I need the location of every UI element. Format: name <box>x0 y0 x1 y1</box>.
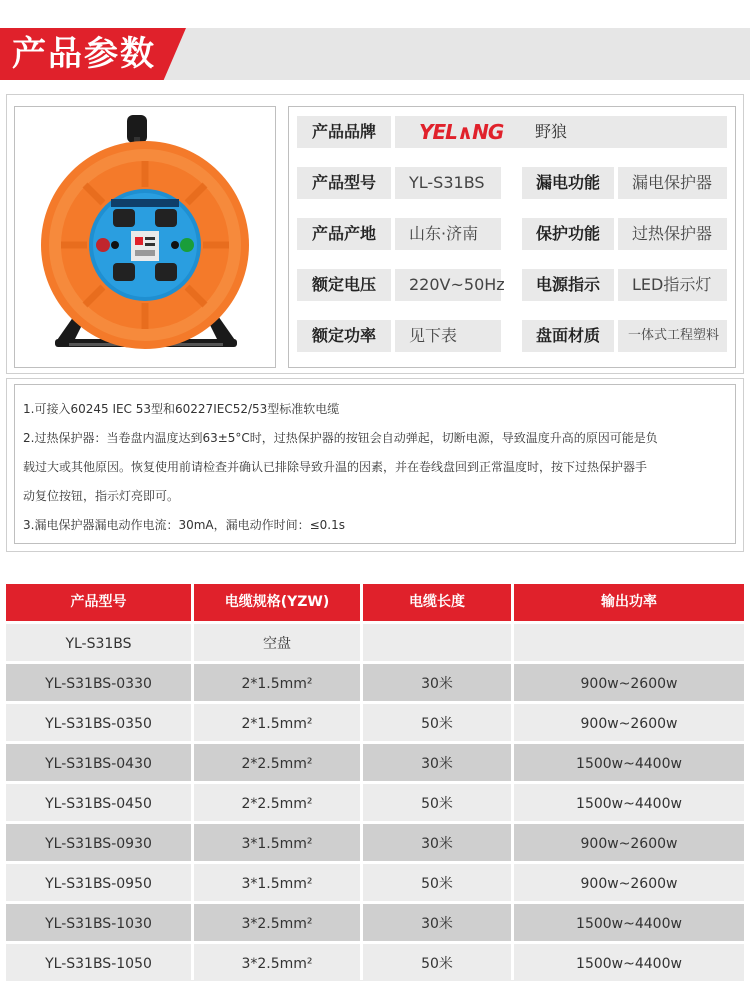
brand-label: 产品品牌 <box>297 116 391 148</box>
table-cell: 3*1.5mm² <box>241 876 313 892</box>
leak-label: 漏电功能 <box>522 167 614 199</box>
column-divider <box>360 584 363 980</box>
column-divider <box>191 584 194 980</box>
power-indicator-label: 电源指示 <box>522 269 614 301</box>
protect-label: 保护功能 <box>522 218 614 250</box>
origin-label: 产品产地 <box>297 218 391 250</box>
table-row <box>6 704 744 741</box>
table-cell: YL-S31BS-0950 <box>45 876 152 892</box>
table-row <box>6 864 744 901</box>
brand-row <box>395 116 727 148</box>
table-cell: 50米 <box>421 876 453 892</box>
cable-reel-image <box>15 107 277 369</box>
table-cell: 30米 <box>421 916 453 932</box>
table-cell: 30米 <box>421 836 453 852</box>
table-cell: 2*2.5mm² <box>241 756 313 772</box>
origin-value: 山东·济南 <box>395 218 501 250</box>
table-cell: 1500w~4400w <box>576 796 682 812</box>
page-title: 产品参数 <box>12 34 156 74</box>
table-cell: 50米 <box>421 796 453 812</box>
model-value: YL-S31BS <box>395 167 501 199</box>
table-row <box>6 624 744 661</box>
notes-box <box>14 384 736 544</box>
table-cell: 3*2.5mm² <box>241 916 313 932</box>
table-row <box>6 744 744 781</box>
table-cell: 2*1.5mm² <box>241 676 313 692</box>
table-cell: 900w~2600w <box>580 836 678 852</box>
table-cell: YL-S31BS-1030 <box>45 916 152 932</box>
table-cell: 3*1.5mm² <box>241 836 313 852</box>
table-row <box>6 824 744 861</box>
table-cell: 1500w~4400w <box>576 916 682 932</box>
table-cell: 1500w~4400w <box>576 756 682 772</box>
table-row <box>6 944 744 981</box>
table-cell: 3*2.5mm² <box>241 956 313 972</box>
table-cell: 2*2.5mm² <box>241 796 313 812</box>
row-divider <box>6 981 744 984</box>
model-label: 产品型号 <box>297 167 391 199</box>
table-cell: YL-S31BS-0330 <box>45 676 152 692</box>
table-header-model: 产品型号 <box>6 584 191 621</box>
table-row <box>6 904 744 941</box>
table-header-cable-spec: 电缆规格(YZW) <box>194 584 360 621</box>
brand-value: 野狼 <box>535 122 568 141</box>
material-value: 一体式工程塑料 <box>618 320 727 352</box>
table-cell: 2*1.5mm² <box>241 716 313 732</box>
table-cell: YL-S31BS-1050 <box>45 956 152 972</box>
note-line: 动复位按钮，指示灯亮即可。 <box>23 489 180 503</box>
column-divider <box>511 584 514 980</box>
table-header-length: 电缆长度 <box>363 584 511 621</box>
table-cell: 30米 <box>421 676 453 692</box>
power-indicator-value: LED指示灯 <box>618 269 727 301</box>
voltage-label: 额定电压 <box>297 269 391 301</box>
table-cell: 50米 <box>421 956 453 972</box>
protect-value: 过热保护器 <box>618 218 727 250</box>
material-label: 盘面材质 <box>522 320 614 352</box>
table-cell: 空盘 <box>263 636 291 652</box>
table-cell: 900w~2600w <box>580 676 678 692</box>
product-image-frame <box>14 106 276 368</box>
table-cell: YL-S31BS-0450 <box>45 796 152 812</box>
table-cell: YL-S31BS <box>65 636 132 652</box>
rated-power-label: 额定功率 <box>297 320 391 352</box>
table-cell: 900w~2600w <box>580 716 678 732</box>
brand-logo: YEL∧NG <box>419 120 504 144</box>
voltage-value: 220V~50Hz <box>395 269 501 301</box>
note-line: 1.可接入60245 IEC 53型和60227IEC52/53型标准软电缆 <box>23 402 340 416</box>
table-row <box>6 784 744 821</box>
table-cell <box>514 624 744 661</box>
note-line: 2.过热保护器：当卷盘内温度达到63±5°C时，过热保护器的按钮会自动弹起，切断电源，导致温度升高的原因可能是负 <box>23 431 658 445</box>
table-cell: 1500w~4400w <box>576 956 682 972</box>
table-row <box>6 664 744 701</box>
rated-power-value: 见下表 <box>395 320 501 352</box>
table-cell <box>363 624 511 661</box>
note-line: 载过大或其他原因。恢复使用前请检查并确认已排除导致升温的因素，并在卷线盘回到正常温度时，按下过热保护器手 <box>23 460 648 474</box>
leak-value: 漏电保护器 <box>618 167 727 199</box>
table-cell: YL-S31BS-0430 <box>45 756 152 772</box>
table-cell: YL-S31BS-0930 <box>45 836 152 852</box>
note-line: 3.漏电保护器漏电动作电流：30mA，漏电动作时间：≤0.1s <box>23 518 346 532</box>
table-header-output-power: 输出功率 <box>514 584 744 621</box>
table-cell: 30米 <box>421 756 453 772</box>
table-cell: 900w~2600w <box>580 876 678 892</box>
table-cell: YL-S31BS-0350 <box>45 716 152 732</box>
table-cell: 50米 <box>421 716 453 732</box>
